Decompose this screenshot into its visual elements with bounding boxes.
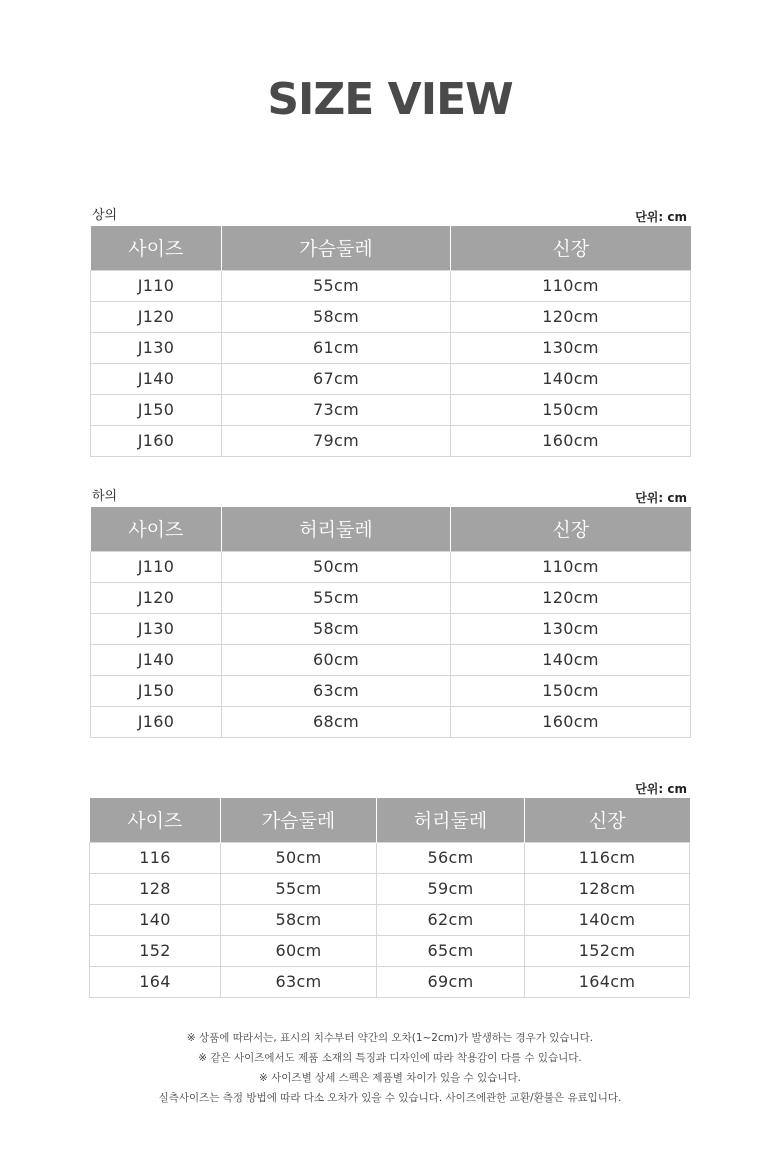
header-size: 사이즈 [90, 798, 221, 842]
note-line: ※ 같은 사이즈에서도 제품 소재의 특징과 디자인에 따라 착용감이 다를 수 있습니다. [198, 1052, 582, 1064]
cell-size: J110 [91, 551, 222, 582]
table-row [91, 551, 691, 582]
size-table-top [90, 226, 691, 457]
header-height: 신장 [525, 798, 690, 842]
cell-waist: 59cm [377, 873, 525, 904]
cell-chest: 73cm [222, 394, 451, 425]
cell-size: J150 [91, 394, 222, 425]
cell-chest: 60cm [221, 935, 377, 966]
cell-waist: 69cm [377, 966, 525, 997]
cell-size: J160 [91, 425, 222, 456]
cell-size: J160 [91, 706, 222, 737]
cell-size: J110 [91, 270, 222, 301]
cell-chest: 79cm [222, 425, 451, 456]
cell-chest: 58cm [221, 904, 377, 935]
cell-height: 140cm [525, 904, 690, 935]
cell-height: 140cm [451, 644, 691, 675]
notes-block [0, 1028, 780, 1108]
note-line: ※ 상품에 따라서는, 표시의 치수부터 약간의 오차(1~2cm)가 발생하는 경우가 있습니다. [186, 1032, 594, 1044]
cell-waist: 58cm [222, 613, 451, 644]
unit-label-top: 단위: cm [635, 210, 687, 224]
table-row [91, 270, 691, 301]
cell-size: J120 [91, 582, 222, 613]
header-height: 신장 [451, 226, 691, 270]
cell-size: 152 [90, 935, 221, 966]
cell-height: 110cm [451, 551, 691, 582]
cell-size: 128 [90, 873, 221, 904]
section-label-top: 상의 [92, 208, 118, 223]
note-line: 실측사이즈는 측정 방법에 따라 다소 오차가 있을 수 있습니다. 사이즈에관한 교환/환불은 유료입니다. [158, 1092, 622, 1104]
table-row [91, 675, 691, 706]
cell-height: 150cm [451, 394, 691, 425]
cell-height: 152cm [525, 935, 690, 966]
header-size: 사이즈 [91, 507, 222, 551]
cell-chest: 67cm [222, 363, 451, 394]
table-row [91, 425, 691, 456]
note-line: ※ 사이즈별 상세 스펙은 제품별 차이가 있을 수 있습니다. [259, 1072, 521, 1084]
cell-waist: 50cm [222, 551, 451, 582]
cell-height: 160cm [451, 425, 691, 456]
cell-chest: 55cm [221, 873, 377, 904]
table-row [91, 706, 691, 737]
header-height: 신장 [451, 507, 691, 551]
cell-waist: 68cm [222, 706, 451, 737]
unit-label-bottom: 단위: cm [635, 491, 687, 505]
size-table-bottom [90, 507, 691, 738]
cell-chest: 61cm [222, 332, 451, 363]
cell-height: 120cm [451, 582, 691, 613]
table-row [90, 873, 690, 904]
table-row [91, 613, 691, 644]
cell-height: 140cm [451, 363, 691, 394]
header-waist: 허리둘레 [377, 798, 525, 842]
table-row [91, 332, 691, 363]
table-header-row [91, 507, 691, 551]
cell-height: 164cm [525, 966, 690, 997]
cell-height: 120cm [451, 301, 691, 332]
cell-waist: 60cm [222, 644, 451, 675]
cell-height: 160cm [451, 706, 691, 737]
cell-size: J150 [91, 675, 222, 706]
cell-chest: 58cm [222, 301, 451, 332]
table-row [91, 363, 691, 394]
cell-chest: 55cm [222, 270, 451, 301]
cell-size: J130 [91, 332, 222, 363]
cell-size: J140 [91, 363, 222, 394]
table-row [91, 644, 691, 675]
cell-size: J130 [91, 613, 222, 644]
table-header-row [91, 226, 691, 270]
header-waist: 허리둘레 [222, 507, 451, 551]
cell-waist: 56cm [377, 842, 525, 873]
cell-height: 116cm [525, 842, 690, 873]
table-row [90, 904, 690, 935]
cell-chest: 50cm [221, 842, 377, 873]
page-title: SIZE VIEW [267, 74, 513, 125]
cell-height: 150cm [451, 675, 691, 706]
cell-size: J140 [91, 644, 222, 675]
cell-size: 164 [90, 966, 221, 997]
table-row [91, 582, 691, 613]
header-chest: 가슴둘레 [222, 226, 451, 270]
cell-waist: 55cm [222, 582, 451, 613]
size-table-set [89, 798, 690, 998]
cell-chest: 63cm [221, 966, 377, 997]
cell-size: 140 [90, 904, 221, 935]
table-row [90, 966, 690, 997]
cell-height: 130cm [451, 332, 691, 363]
cell-waist: 65cm [377, 935, 525, 966]
cell-size: 116 [90, 842, 221, 873]
table-row [91, 394, 691, 425]
cell-height: 128cm [525, 873, 690, 904]
table-row [90, 842, 690, 873]
cell-waist: 63cm [222, 675, 451, 706]
section-label-bottom: 하의 [92, 489, 118, 504]
cell-size: J120 [91, 301, 222, 332]
unit-label-set: 단위: cm [635, 782, 687, 796]
cell-height: 110cm [451, 270, 691, 301]
table-row [90, 935, 690, 966]
header-chest: 가슴둘레 [221, 798, 377, 842]
header-size: 사이즈 [91, 226, 222, 270]
cell-waist: 62cm [377, 904, 525, 935]
cell-height: 130cm [451, 613, 691, 644]
table-header-row [90, 798, 690, 842]
table-row [91, 301, 691, 332]
